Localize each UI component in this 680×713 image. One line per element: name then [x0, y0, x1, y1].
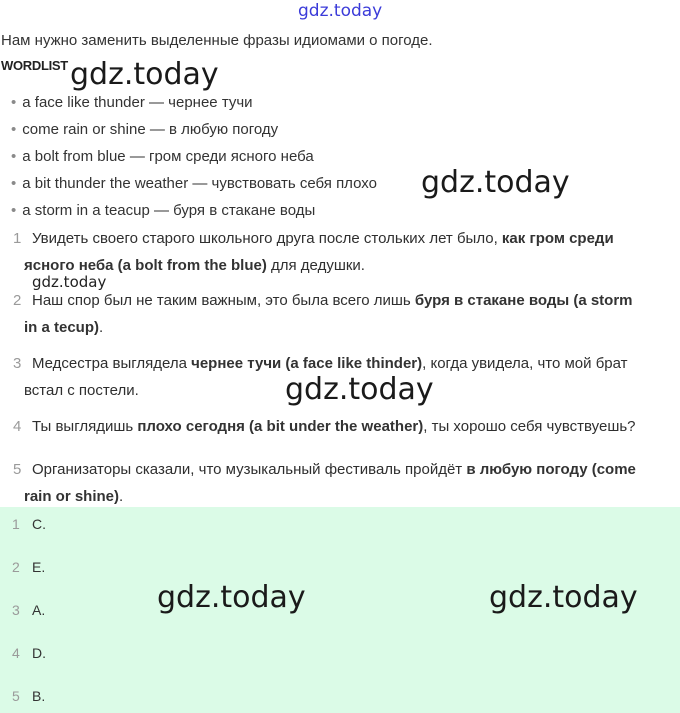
exercise-item: 2 Наш спор был не таким важным, это была всего лишь буря в стакане воды (a storm in a tecup).	[13, 292, 633, 336]
wordlist-item: • a bit thunder the weather — чувствовать себя плохо	[11, 175, 377, 192]
watermark-3: gdz.today	[32, 273, 107, 291]
wordlist-item: • come rain or shine — в любую погоду	[11, 121, 279, 138]
bullet-icon: •	[11, 148, 17, 165]
watermark-5: gdz.today	[157, 580, 306, 615]
watermark-top: gdz.today	[298, 1, 383, 21]
answer-item: 4 D.	[12, 645, 46, 661]
bullet-icon: •	[11, 202, 17, 219]
watermark-4: gdz.today	[285, 372, 434, 407]
answer-item: 1 C.	[12, 516, 46, 532]
wordlist-title: WORDLIST	[1, 58, 68, 73]
bullet-icon: •	[11, 121, 17, 138]
exercise-item: 3 Медсестра выглядела чернее тучи (a face like thinder), когда увидела, что мой брат встал с постели.	[13, 355, 628, 399]
exercise-item: 4 Ты выглядишь плохо сегодня (a bit under the weather), ты хорошо себя чувствуешь?	[13, 418, 636, 435]
answer-item: 2 E.	[12, 559, 46, 575]
bullet-icon: •	[11, 94, 17, 111]
wordlist-item: • a storm in a teacup — буря в стакане воды	[11, 202, 316, 219]
watermark-6: gdz.today	[489, 580, 638, 615]
watermark-2: gdz.today	[421, 165, 570, 200]
bullet-icon: •	[11, 175, 17, 192]
exercise-item: 5 Организаторы сказали, что музыкальный фестиваль пройдёт в любую погоду (come rain or shine).	[13, 461, 636, 505]
watermark-1: gdz.today	[70, 57, 219, 92]
wordlist-item: • a face like thunder — чернее тучи	[11, 94, 253, 111]
task-intro: Нам нужно заменить выделенные фразы идиомами о погоде.	[1, 32, 433, 49]
wordlist-item: • a bolt from blue — гром среди ясного неба	[11, 148, 314, 165]
answer-item: 5 B.	[12, 688, 46, 704]
answer-item: 3 A.	[12, 602, 46, 618]
exercise-item: 1 Увидеть своего старого школьного друга после стольких лет было, как гром среди ясного неба (a bolt from the blue) для дедушки.	[13, 230, 614, 274]
